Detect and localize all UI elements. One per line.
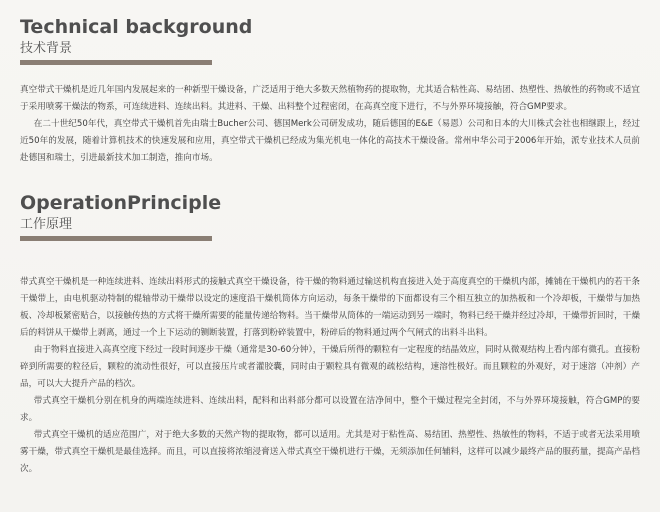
technical-heading-zh: 技术背景 xyxy=(20,41,73,56)
operation-paragraph: 带式真空干燥机是一种连续进料、连续出料形式的接触式真空干燥设备，待干燥的物料通过输送机构直接进入处于高度真空的干燥机内部，摊铺在干燥机内的若干条干燥带上，由电机驱动特制的辊轴带动干燥带以设定的速度沿干燥机筒体方向运动，每条干燥带的下面都设有三个相互独立的加热板和一个冷却板，干燥带与加热板、冷却板紧密贴合，以接触传热的方式将干燥所需要的能量传递给物料。当干燥带从筒体的一端运动到另一端时，物料已经干燥并经过冷却，干燥带折回时，干燥后的料饼从干燥带上剥离，通过一个上下运动的铡断装置，打落到粉碎装置中，粉碎后的物料通过两个气闸式的出料斗出料。 xyxy=(20,277,640,338)
operation-paragraph: 带式真空干燥机分别在机身的两端连续进料、连续出料，配料和出料部分都可以设置在洁净间中，整个干燥过程完全封闭，不与外界环境接触，符合GMP的要求。 xyxy=(20,396,640,423)
operation-heading-zh: 工作原理 xyxy=(20,217,73,232)
operation-paragraph: 带式真空干燥机的适应范围广，对于绝大多数的天然产物的提取物，都可以适用。尤其是对于粘性高、易结团、热塑性、热敏性的物料，不适于或者无法采用喷雾干燥，带式真空干燥机是最佳选择。而且，可以直接将浓缩浸膏送入带式真空干燥机进行干燥，无须添加任何辅料，这样可以减少最终产品的服药量，提高产品档次。 xyxy=(20,430,640,474)
technical-background-section xyxy=(20,16,640,65)
operation-paragraph: 由于物料直接进入高真空度下经过一段时间逐步干燥（通常是30-60分钟），干燥后所得的颗粒有一定程度的结晶效应，同时从微观结构上看内部有微孔。直接粉碎到所需要的粒径后，颗粒的流动性很好，可以直接压片或者灌胶囊，同时由于颗粒具有微观的疏松结构，速溶性极好。而且颗粒的外观好，对于速溶（冲剂）产品，可以大大提升产品的档次。 xyxy=(20,345,640,389)
technical-heading-en: Technical background xyxy=(20,16,253,38)
technical-body xyxy=(20,82,640,167)
section-divider xyxy=(20,60,212,65)
operation-heading-en: OperationPrinciple xyxy=(20,192,222,214)
operation-body xyxy=(20,274,640,478)
operation-principle-section xyxy=(20,192,640,241)
technical-paragraph: 真空带式干燥机是近几年国内发展起来的一种新型干燥设备，广泛适用于绝大多数天然植物药的提取物，尤其适合粘性高、易结团、热塑性、热敏性的药物或不适宜于采用喷雾干燥法的物系，可连续进料、连续出料。其进料、干燥、出料整个过程密闭，在高真空度下进行，不与外界环境接触，符合GMP要求。 xyxy=(20,85,640,112)
section-divider xyxy=(20,236,212,241)
technical-paragraph: 在二十世纪50年代，真空带式干燥机首先由瑞士Bucher公司、德国Merk公司研发成功，随后德国的E&E（易恩）公司和日本的大川株式会社也相继跟上，经过近50年的发展，随着计算机技术的快速发展和应用，真空带式干燥机已经成为集光机电一体化的高技术干燥设备。常州申华公司于2006年开始，派专业技术人员前赴德国和瑞士，引进最新技术加工制造，推向市场。 xyxy=(20,119,640,163)
